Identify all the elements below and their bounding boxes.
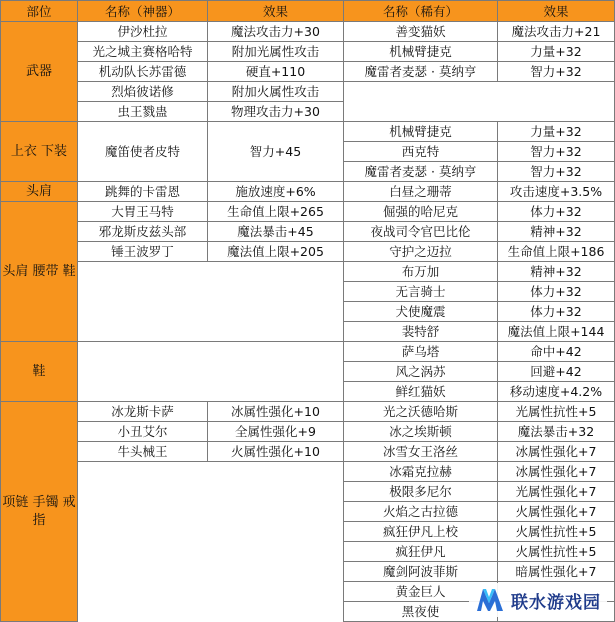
header-slot: 部位 xyxy=(1,1,78,22)
artifact-name: 机动队长苏雷德 xyxy=(78,62,208,82)
header-artifact-name: 名称（神器） xyxy=(78,1,208,22)
artifact-name: 小丑艾尔 xyxy=(78,422,208,442)
category-shoes: 鞋 xyxy=(1,342,78,402)
artifact-name: 虫王戮蛊 xyxy=(78,102,208,122)
artifact-effect: 全属性强化+9 xyxy=(208,422,344,442)
rare-effect: 暗属性强化+7 xyxy=(498,562,615,582)
rare-effect: 火属性抗性+5 xyxy=(498,522,615,542)
table-row xyxy=(1,82,615,102)
artifact-effect: 魔法攻击力+30 xyxy=(208,22,344,42)
rare-name: 极限多尼尔 xyxy=(344,482,498,502)
rare-effect: 魔法值上限+144 xyxy=(498,322,615,342)
table-row xyxy=(1,182,615,202)
category-jewelry: 项链 手镯 戒指 xyxy=(1,402,78,622)
rare-name: 机械臂捷克 xyxy=(344,122,498,142)
rare-name: 布万加 xyxy=(344,262,498,282)
rare-name: 白昼之珊蒂 xyxy=(344,182,498,202)
watermark-text: 联水游戏园 xyxy=(511,592,601,613)
rare-name: 无言骑士 xyxy=(344,282,498,302)
rare-name: 守护之迈拉 xyxy=(344,242,498,262)
artifact-effect: 火属性强化+10 xyxy=(208,442,344,462)
header-artifact-effect: 效果 xyxy=(208,1,344,22)
table-row xyxy=(1,402,615,422)
rare-effect: 精神+32 xyxy=(498,222,615,242)
table-row xyxy=(1,442,615,462)
table-row xyxy=(1,122,615,142)
rare-name: 冰霜克拉赫 xyxy=(344,462,498,482)
artifact-effect: 附加光属性攻击 xyxy=(208,42,344,62)
rare-effect: 智力+32 xyxy=(498,162,615,182)
rare-name: 疯狂伊凡上校 xyxy=(344,522,498,542)
rare-effect: 魔法攻击力+21 xyxy=(498,22,615,42)
rare-effect: 力量+32 xyxy=(498,42,615,62)
header-rare-name: 名称（稀有） xyxy=(344,1,498,22)
rare-effect: 攻击速度+3.5% xyxy=(498,182,615,202)
artifact-name: 冰龙斯卡萨 xyxy=(78,402,208,422)
rare-name: 萨乌塔 xyxy=(344,342,498,362)
rare-name: 机械臂捷克 xyxy=(344,42,498,62)
rare-effect: 体力+32 xyxy=(498,202,615,222)
header-row xyxy=(1,1,615,22)
rare-name: 鲜红猫妖 xyxy=(344,382,498,402)
empty-cell xyxy=(344,82,615,122)
header-rare-effect: 效果 xyxy=(498,1,615,22)
table-row xyxy=(1,262,615,282)
rare-effect: 冰属性强化+7 xyxy=(498,462,615,482)
rare-name: 魔剑阿波菲斯 xyxy=(344,562,498,582)
rare-name: 冰雪女王洛丝 xyxy=(344,442,498,462)
artifact-effect: 魔法暴击+45 xyxy=(208,222,344,242)
rare-name: 魔雷者麦瑟 · 莫纳亨 xyxy=(344,162,498,182)
artifact-effect: 冰属性强化+10 xyxy=(208,402,344,422)
artifact-effect: 施放速度+6% xyxy=(208,182,344,202)
table-row xyxy=(1,342,615,362)
watermark xyxy=(469,583,607,617)
rare-name: 黄金巨人 xyxy=(344,582,498,602)
artifact-name: 伊沙杜拉 xyxy=(78,22,208,42)
rare-effect: 体力+32 xyxy=(498,302,615,322)
rare-effect: 命中+42 xyxy=(498,342,615,362)
table-row xyxy=(1,222,615,242)
rare-name: 魔雷者麦瑟 · 莫纳亨 xyxy=(344,62,498,82)
artifact-name: 锤王波罗丁 xyxy=(78,242,208,262)
empty-cell xyxy=(78,462,344,622)
rare-name: 光之沃德哈斯 xyxy=(344,402,498,422)
category-belt: 头肩 腰带 鞋 xyxy=(1,202,78,342)
category-shoulder: 头肩 xyxy=(1,182,78,202)
rare-name: 疯狂伊凡 xyxy=(344,542,498,562)
rare-effect: 冰属性强化+7 xyxy=(498,442,615,462)
rare-effect: 智力+32 xyxy=(498,142,615,162)
rare-effect: 光属性强化+7 xyxy=(498,482,615,502)
rare-effect: 魔法暴击+32 xyxy=(498,422,615,442)
rare-effect: 移动速度+4.2% xyxy=(498,382,615,402)
rare-name: 倔强的哈尼克 xyxy=(344,202,498,222)
table-row xyxy=(1,202,615,222)
rare-effect: 生命值上限+186 xyxy=(498,242,615,262)
empty-cell xyxy=(78,342,344,402)
rare-name: 犬使魔震 xyxy=(344,302,498,322)
artifact-effect: 魔法值上限+205 xyxy=(208,242,344,262)
rare-name: 夜战司令官巴比伦 xyxy=(344,222,498,242)
rare-effect: 力量+32 xyxy=(498,122,615,142)
artifact-effect: 物理攻击力+30 xyxy=(208,102,344,122)
table-row xyxy=(1,62,615,82)
artifact-name: 光之城主赛格哈特 xyxy=(78,42,208,62)
table-row xyxy=(1,242,615,262)
rare-effect: 精神+32 xyxy=(498,262,615,282)
table-row xyxy=(1,422,615,442)
empty-cell xyxy=(78,262,344,342)
table-row xyxy=(1,42,615,62)
rare-name: 冰之埃斯顿 xyxy=(344,422,498,442)
artifact-name: 牛头械王 xyxy=(78,442,208,462)
artifact-effect: 硬直+110 xyxy=(208,62,344,82)
artifact-name: 大胃王马特 xyxy=(78,202,208,222)
category-weapon: 武器 xyxy=(1,22,78,122)
rare-name: 火焰之古拉德 xyxy=(344,502,498,522)
rare-name: 裴特舒 xyxy=(344,322,498,342)
artifact-effect: 智力+45 xyxy=(208,122,344,182)
artifact-effect: 生命值上限+265 xyxy=(208,202,344,222)
category-top: 上衣 下装 xyxy=(1,122,78,182)
artifact-name: 邪龙斯皮兹头部 xyxy=(78,222,208,242)
artifact-name: 魔笛使者皮特 xyxy=(78,122,208,182)
rare-name: 黑夜使 xyxy=(344,602,498,622)
artifact-name: 跳舞的卡雷恩 xyxy=(78,182,208,202)
rare-name: 善变猫妖 xyxy=(344,22,498,42)
rare-effect: 体力+32 xyxy=(498,282,615,302)
rare-effect: 回避+42 xyxy=(498,362,615,382)
rare-effect: 智力+32 xyxy=(498,62,615,82)
table-row xyxy=(1,462,615,482)
rare-name: 西克特 xyxy=(344,142,498,162)
rare-effect: 火属性抗性+5 xyxy=(498,542,615,562)
rare-name: 风之涡苏 xyxy=(344,362,498,382)
site-logo-icon xyxy=(473,585,507,615)
rare-effect: 光属性抗性+5 xyxy=(498,402,615,422)
table-row xyxy=(1,22,615,42)
rare-effect: 火属性强化+7 xyxy=(498,502,615,522)
artifact-effect: 附加火属性攻击 xyxy=(208,82,344,102)
artifact-name: 烈焰彼诺修 xyxy=(78,82,208,102)
